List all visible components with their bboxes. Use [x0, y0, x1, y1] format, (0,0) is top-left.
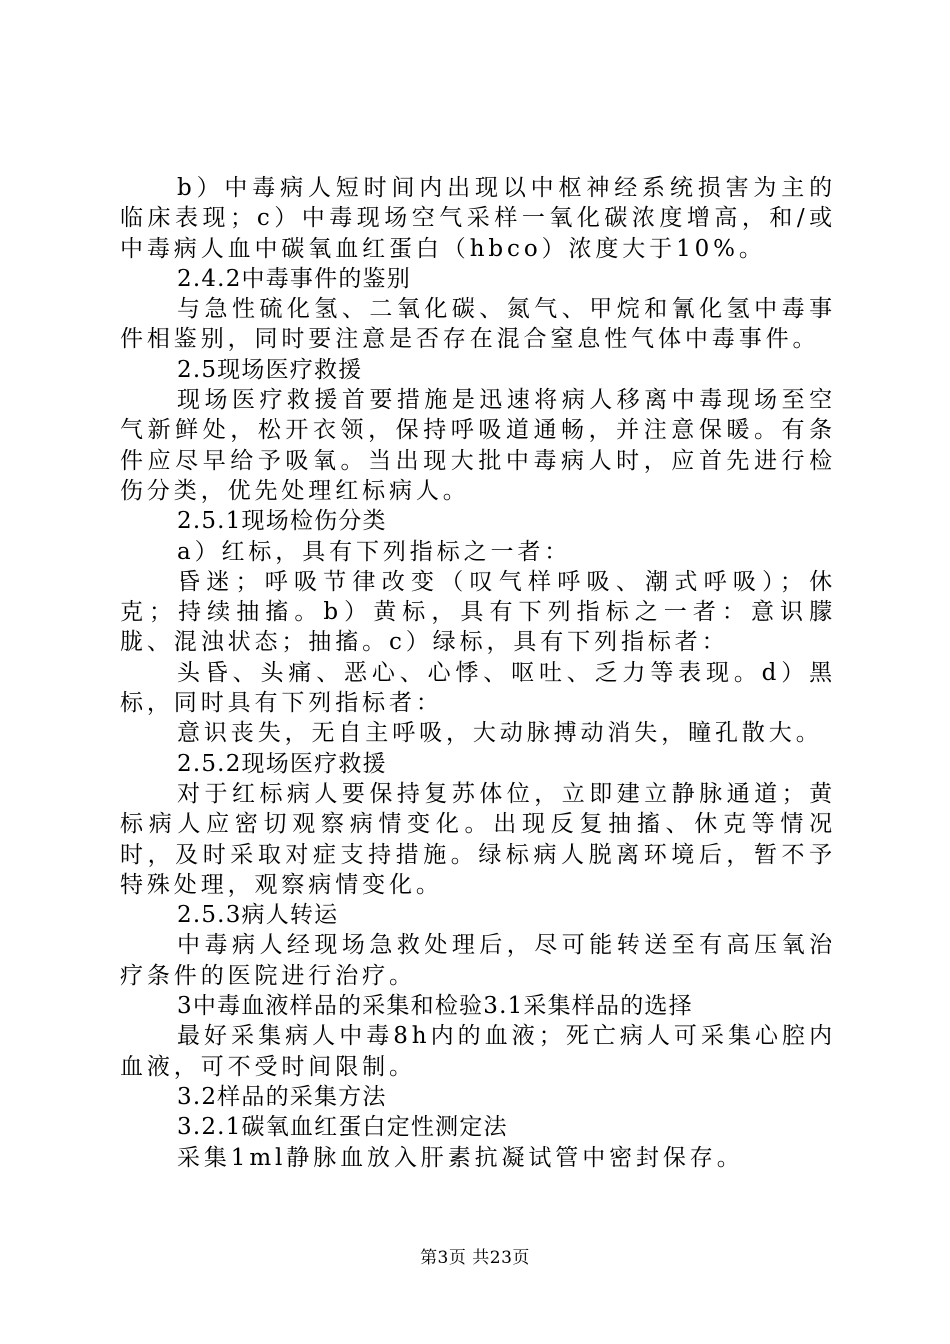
- paragraph: 现场医疗救援首要措施是迅速将病人移离中毒现场至空气新鲜处，松开衣领，保持呼吸道通畅，并注意保暖。有条件应尽早给予吸氧。当出现大批中毒病人时，应首先进行检伤分类，优先处理红标病人。: [120, 387, 836, 504]
- paragraph: 头昏、头痛、恶心、心悸、呕吐、乏力等表现。d）黑标，同时具有下列指标者：: [120, 659, 836, 717]
- paragraph: 采集1ml静脉血放入肝素抗凝试管中密封保存。: [177, 1144, 744, 1171]
- section-heading: 3.2.1碳氧血红蛋白定性测定法: [177, 1114, 508, 1141]
- section-heading: 3中毒血液样品的采集和检验3.1采集样品的选择: [177, 993, 693, 1020]
- paragraph: 对于红标病人要保持复苏体位，立即建立静脉通道；黄标病人应密切观察病情变化。出现反复抽搐、休克等情况时，及时采取对症支持措施。绿标病人脱离环境后，暂不予特殊处理，观察病情变化。: [120, 780, 836, 898]
- section-heading: 2.5现场医疗救援: [177, 356, 363, 383]
- section-heading: 2.4.2中毒事件的鉴别: [177, 265, 411, 292]
- paragraph: 最好采集病人中毒8h内的血液；死亡病人可采集心腔内血液，可不受时间限制。: [120, 1023, 836, 1080]
- section-heading: 2.5.2现场医疗救援: [177, 750, 387, 777]
- section-heading: 3.2样品的采集方法: [177, 1083, 387, 1110]
- page-number: 第3页 共23页: [420, 1248, 530, 1268]
- paragraph: 意识丧失，无自主呼吸，大动脉搏动消失，瞳孔散大。: [177, 720, 823, 747]
- paragraph: b）中毒病人短时间内出现以中枢神经系统损害为主的临床表现；c）中毒现场空气采样一氧化碳浓度增高，和/或中毒病人血中碳氧血红蛋白（hbco）浓度大于10%。: [120, 175, 836, 262]
- paragraph: 中毒病人经现场急救处理后，尽可能转送至有高压氧治疗条件的医院进行治疗。: [120, 932, 836, 989]
- paragraph: 昏迷；呼吸节律改变（叹气样呼吸、潮式呼吸）；休克；持续抽搐。b）黄标，具有下列指标之一者：意识朦胧、混浊状态；抽搐。c）绿标，具有下列指标者：: [120, 568, 836, 656]
- section-heading: 2.5.1现场检伤分类: [177, 508, 387, 535]
- paragraph: a）红标，具有下列指标之一者：: [177, 538, 572, 565]
- section-heading: 2.5.3病人转运: [177, 902, 339, 929]
- document-body: [120, 173, 836, 1173]
- paragraph: 与急性硫化氢、二氧化碳、氮气、甲烷和氰化氢中毒事件相鉴别，同时要注意是否存在混合窒息性气体中毒事件。: [120, 296, 836, 353]
